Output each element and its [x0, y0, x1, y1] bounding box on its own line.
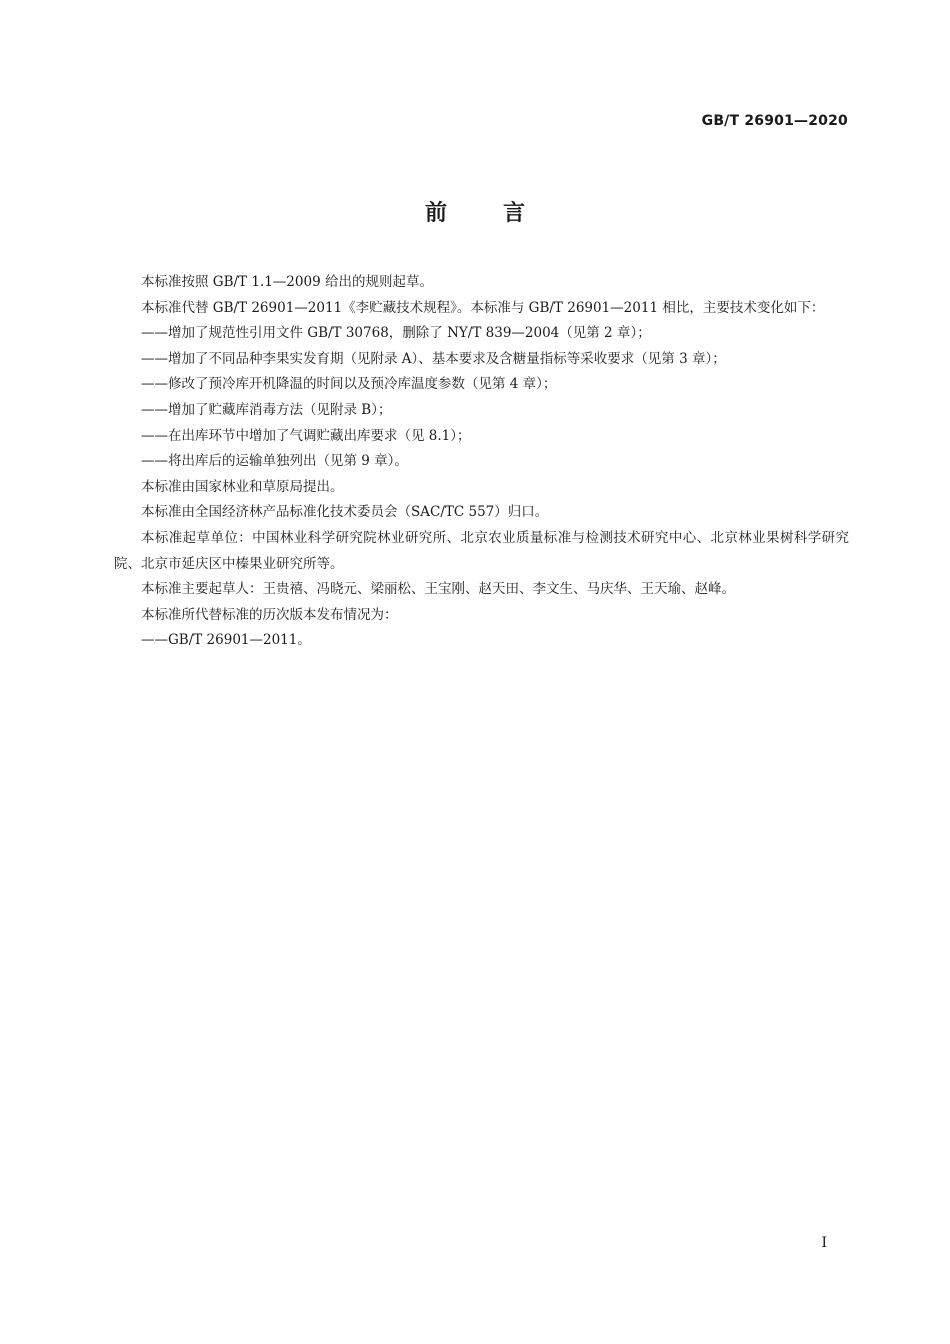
- paragraph-history-intro: 本标准所代替标准的历次版本发布情况为：: [141, 606, 398, 623]
- change-item: ——在出库环节中增加了气调贮藏出库要求（见 8.1）；: [141, 427, 471, 444]
- change-item: ——增加了规范性引用文件 GB/T 30768，删除了 NY/T 839—2004（见第 2 章）；: [141, 325, 651, 342]
- standard-code: GB/T 26901—2020: [701, 113, 848, 129]
- page-number: I: [821, 1235, 827, 1251]
- paragraph-replacement: 本标准代替 GB/T 26901—2011《李贮藏技术规程》。本标准与 GB/T 26901—2011 相比，主要技术变化如下：: [141, 299, 825, 316]
- change-item: ——增加了贮藏库消毒方法（见附录 B）；: [141, 401, 392, 418]
- change-item: ——修改了预冷库开机降温的时间以及预冷库温度参数（见第 4 章）；: [141, 376, 557, 393]
- change-item: ——增加了不同品种李果实发育期（见附录 A）、基本要求及含糖量指标等采收要求（见第 3 章）；: [141, 350, 726, 367]
- paragraph-drafters: 本标准主要起草人：王贵禧、冯晓元、梁丽松、王宝刚、赵天田、李文生、马庆华、王天瑜、赵峰。: [141, 581, 735, 598]
- paragraph-committee: 本标准由全国经济林产品标准化技术委员会（SAC/TC 557）归口。: [141, 504, 549, 521]
- history-item: ——GB/T 26901—2011。: [141, 632, 311, 649]
- paragraph-drafting-units: 本标准起草单位：中国林业科学研究院林业研究所、北京农业质量标准与检测技术研究中心、北京林业果树科学研究院、北京市延庆区中榛果业研究所等。: [114, 529, 849, 572]
- foreword-body: [114, 270, 849, 654]
- change-item: ——将出库后的运输单独列出（见第 9 章）。: [141, 453, 408, 470]
- paragraph-proposer: 本标准由国家林业和草原局提出。: [141, 478, 344, 495]
- page-title: 前言: [424, 201, 581, 226]
- paragraph-drafting-rules: 本标准按照 GB/T 1.1—2009 给出的规则起草。: [141, 274, 433, 290]
